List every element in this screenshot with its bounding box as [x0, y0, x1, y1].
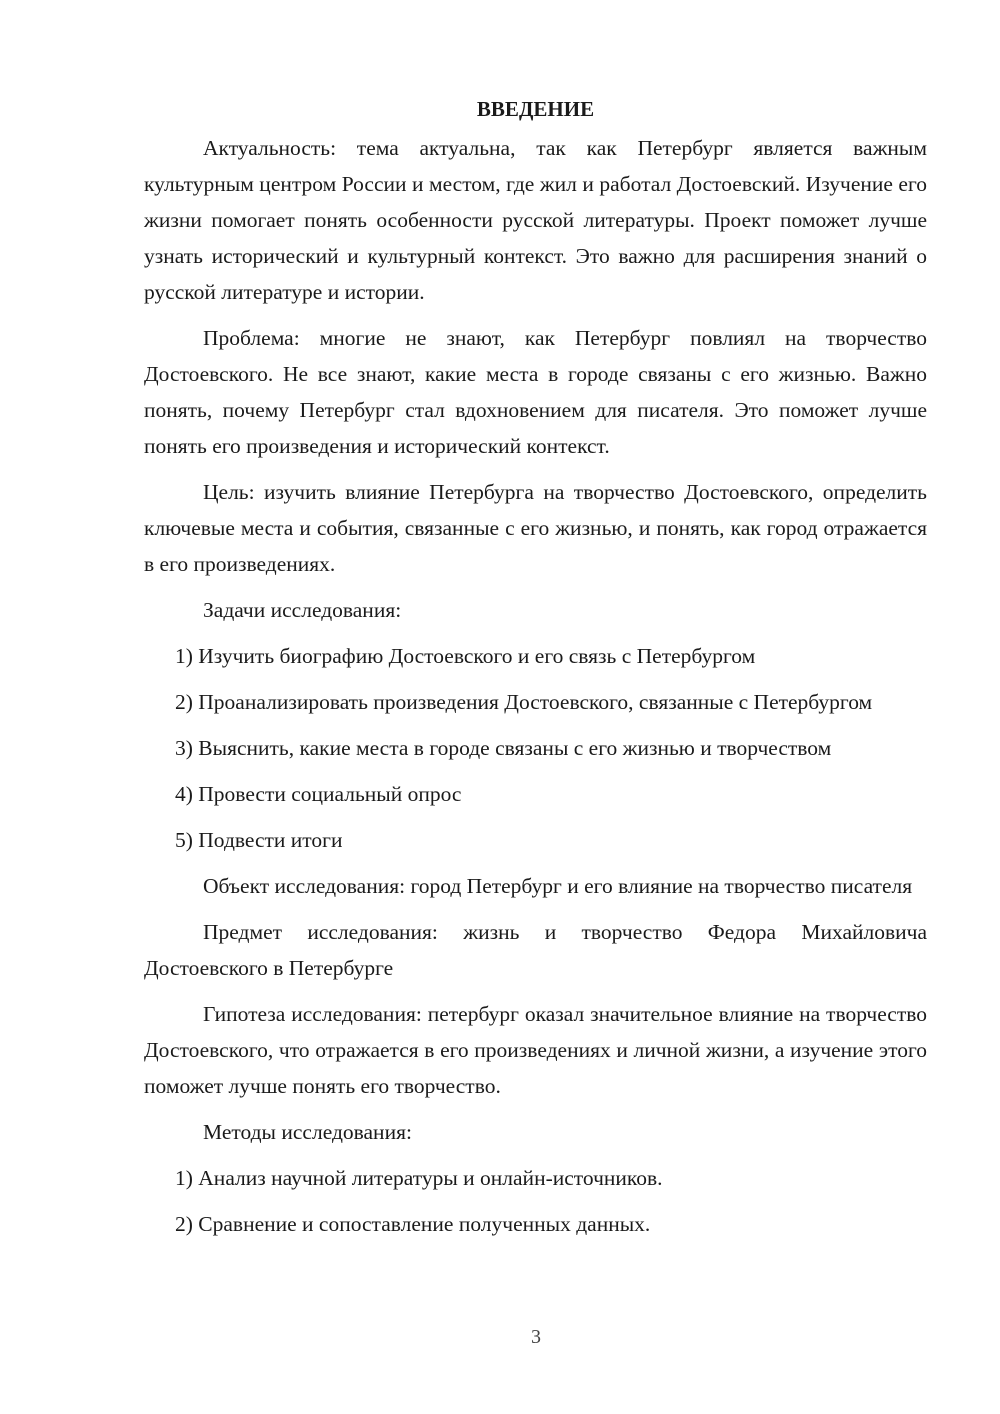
task-item-2: 2) Проанализировать произведения Достоевского, связанные с Петербургом — [175, 690, 873, 714]
task-item-1: 1) Изучить биографию Достоевского и его связь с Петербургом — [175, 644, 756, 668]
task-item-5: 5) Подвести итоги — [175, 828, 343, 852]
relevance-paragraph: Актуальность: тема актуальна, так как Петербург является важным культурным центром России и местом, где жил и работал Достоевский. Изучение его жизни помогает понять особенности русской литературы. Проект поможет лучше узнать исторический и культурный контекст. Это важно для расширения знаний о русской литературе и истории. — [144, 136, 927, 304]
page-title: ВВЕДЕНИЕ — [476, 97, 595, 121]
method-item-2: 2) Сравнение и сопоставление полученных данных. — [175, 1212, 651, 1236]
page-number: 3 — [531, 1326, 541, 1348]
tasks-heading: Задачи исследования: — [203, 598, 402, 622]
problem-paragraph: Проблема: многие не знают, как Петербург повлиял на творчество Достоевского. Не все знают, какие места в городе связаны с его жизнью. Важно понять, почему Петербург стал вдохновением для писателя. Это поможет лучше понять его произведения и исторический контекст. — [144, 326, 927, 458]
object-paragraph: Объект исследования: город Петербург и его влияние на творчество писателя — [203, 874, 913, 898]
hypothesis-paragraph: Гипотеза исследования: петербург оказал значительное влияние на творчество Достоевского, что отражается в его произведениях и личной жизни, а изучение этого поможет лучше понять его творчество. — [144, 1002, 927, 1098]
subject-paragraph: Предмет исследования: жизнь и творчество Федора Михайловича Достоевского в Петербурге — [144, 920, 927, 980]
methods-heading: Методы исследования: — [203, 1120, 412, 1144]
goal-paragraph: Цель: изучить влияние Петербурга на творчество Достоевского, определить ключевые места и события, связанные с его жизнью, и понять, как город отражается в его произведениях. — [144, 480, 927, 576]
task-item-4: 4) Провести социальный опрос — [175, 782, 462, 806]
method-item-1: 1) Анализ научной литературы и онлайн-источников. — [175, 1166, 663, 1190]
task-item-3: 3) Выяснить, какие места в городе связаны с его жизнью и творчеством — [175, 736, 832, 760]
document-body — [144, 94, 927, 1252]
